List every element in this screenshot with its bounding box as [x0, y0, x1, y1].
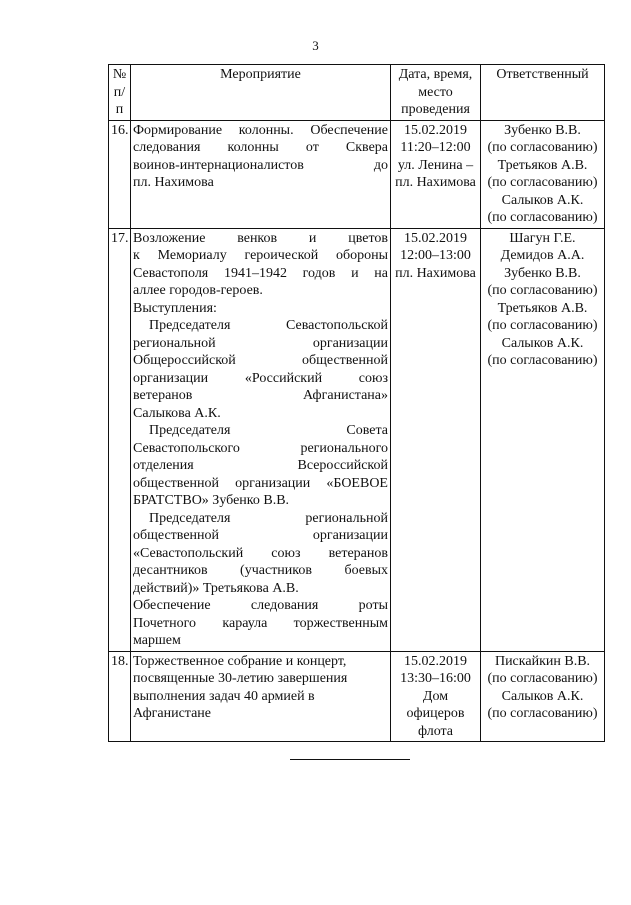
table-header-row — [109, 65, 605, 121]
responsible-text-line: (по согласованию) — [487, 353, 598, 368]
event-text-line: Выступления: — [133, 300, 217, 316]
event-text-line: Председателя Совета — [149, 423, 388, 438]
date-cell — [391, 120, 481, 228]
responsible-text-line: (по согласованию) — [487, 671, 598, 686]
responsible-text-line: (по согласованию) — [487, 175, 598, 190]
responsible-text-line: Салыков А.К. — [501, 192, 584, 208]
date-text-line: 11:20–12:00 — [400, 140, 471, 155]
event-text-line: общественной организации «БОЕВОЕ — [133, 475, 388, 491]
event-text-line: региональной организации — [133, 335, 388, 351]
event-text-line: ветеранов Афганистана» — [133, 388, 388, 403]
date-cell — [391, 651, 481, 742]
event-text-line: пл. Нахимова — [133, 175, 214, 190]
event-text-line: Обеспечение следования роты — [133, 598, 388, 613]
date-text-line: Дом — [422, 688, 449, 704]
events-table — [108, 64, 605, 742]
responsible-text-line: (по согласованию) — [487, 706, 598, 721]
date-text-line: 15.02.2019 — [404, 653, 467, 669]
event-text-line: к Мемориалу героической обороны — [133, 248, 388, 263]
event-text-line: аллее городов-героев. — [133, 283, 263, 298]
responsible-text-line: (по согласованию) — [487, 318, 598, 333]
header-event: Мероприятие — [131, 65, 391, 121]
table-row — [109, 651, 605, 742]
event-text-line: «Севастопольский союз ветеранов — [133, 545, 388, 561]
event-text-line: следования колонны от Сквера — [133, 140, 388, 155]
table-row — [109, 228, 605, 651]
event-text-line: организации «Российский союз — [133, 370, 388, 386]
date-text-line: 13:30–16:00 — [400, 671, 471, 686]
responsible-text-line: (по согласованию) — [487, 210, 598, 225]
event-text-line: Севастопольского регионального — [133, 440, 388, 456]
event-text-line: Председателя Севастопольской — [149, 318, 388, 333]
event-text-line: БРАТСТВО» Зубенко В.В. — [133, 493, 290, 508]
event-cell — [131, 228, 391, 651]
event-text-line: Председателя региональной — [149, 510, 388, 526]
responsible-text-line: Салыков А.К. — [501, 688, 584, 704]
event-text-line: воинов-интернационалистов до — [133, 157, 388, 173]
event-text-line: общественной организации — [133, 528, 388, 543]
date-text-line: 12:00–13:00 — [400, 248, 471, 263]
event-text-line: Салыкова А.К. — [133, 405, 221, 421]
date-cell — [391, 228, 481, 651]
responsible-text-line: Шагун Г.Е. — [509, 230, 576, 246]
responsible-text-line: Третьяков А.В. — [497, 300, 588, 316]
date-text-line: флота — [417, 723, 454, 739]
responsible-text-line: (по согласованию) — [487, 140, 598, 155]
row-number: 18. — [109, 651, 131, 742]
header-date-line: место — [418, 84, 453, 100]
event-text-line: посвященные 30-летию завершения — [133, 671, 348, 686]
responsible-text-line: Пискайкин В.В. — [494, 653, 591, 669]
responsible-text-line: Зубенко В.В. — [504, 265, 581, 281]
date-text-line: ул. Ленина – — [397, 157, 474, 173]
event-cell — [131, 651, 391, 742]
event-text-line: Торжественное собрание и концерт, — [133, 653, 347, 669]
header-num-line: п/п — [113, 84, 126, 117]
responsible-text-line: Демидов А.А. — [500, 248, 585, 263]
event-text-line: маршем — [133, 633, 181, 648]
header-date — [391, 65, 481, 121]
event-text-line: действий)» Третьякова А.В. — [133, 580, 299, 596]
event-text-line: Общероссийской общественной — [133, 353, 388, 368]
responsible-text-line: Зубенко В.В. — [504, 122, 581, 138]
responsible-text-line: (по согласованию) — [487, 283, 598, 298]
date-text-line: 15.02.2019 — [404, 230, 467, 246]
event-text-line: Почетного караула торжественным — [133, 615, 388, 631]
closing-rule — [290, 759, 410, 760]
page-number: 3 — [312, 38, 319, 53]
event-text-line: выполнения задач 40 армией в — [133, 688, 315, 704]
event-text-line: Возложение венков и цветов — [133, 230, 388, 246]
event-text-line: отделения Всероссийской — [133, 458, 388, 473]
responsible-cell — [481, 120, 605, 228]
event-text-line: Афганистане — [133, 706, 212, 721]
date-text-line: пл. Нахимова — [395, 265, 476, 281]
row-number: 16. — [109, 120, 131, 228]
row-number: 17. — [109, 228, 131, 651]
header-responsible: Ответственный — [481, 65, 605, 121]
header-date-line: проведения — [401, 102, 470, 117]
responsible-cell — [481, 228, 605, 651]
responsible-text-line: Салыков А.К. — [501, 335, 584, 351]
header-num-line: № — [112, 67, 127, 82]
header-date-line: Дата, время, — [398, 67, 473, 82]
event-text-line: десантников (участников боевых — [133, 563, 388, 578]
event-text-line: Формирование колонны. Обеспечение — [133, 122, 388, 138]
responsible-cell — [481, 651, 605, 742]
date-text-line: пл. Нахимова — [395, 175, 476, 190]
date-text-line: 15.02.2019 — [404, 122, 467, 138]
date-text-line: офицеров — [406, 706, 465, 721]
header-num — [109, 65, 131, 121]
table-row — [109, 120, 605, 228]
responsible-text-line: Третьяков А.В. — [497, 157, 588, 173]
event-text-line: Севастополя 1941–1942 годов и на — [133, 265, 388, 281]
event-cell — [131, 120, 391, 228]
